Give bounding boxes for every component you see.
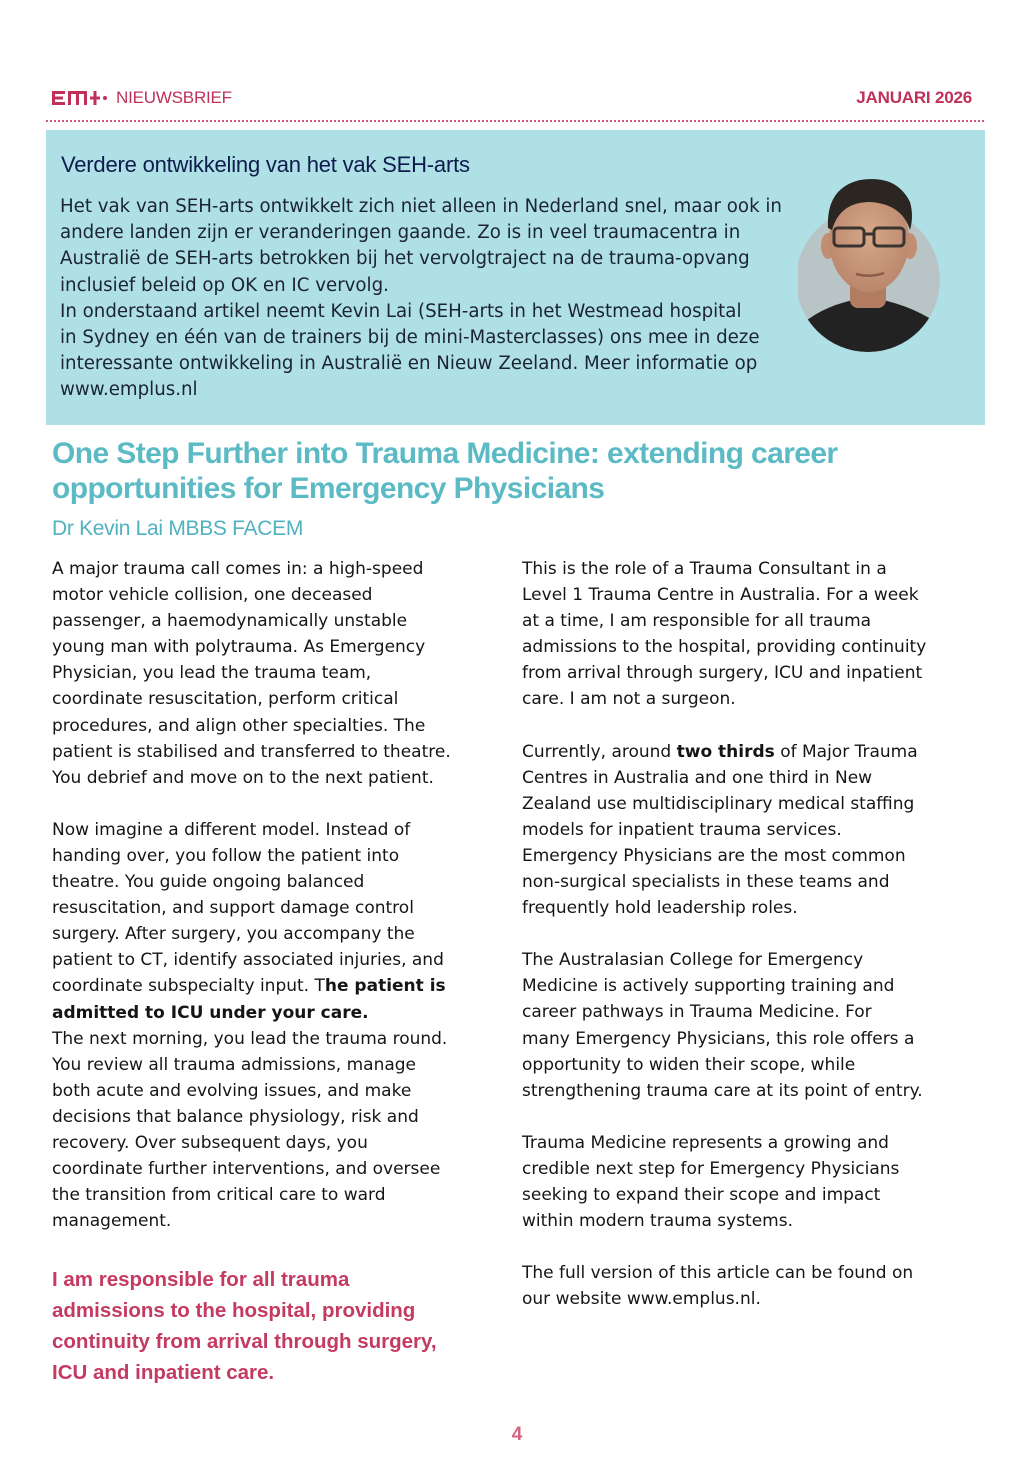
text-run: coordinate subspecialty input. T	[52, 976, 325, 997]
text-line: Physician, you lead the trauma team,	[52, 663, 372, 684]
intro-link[interactable]: www.emplus.nl	[60, 379, 198, 401]
text-line: decisions that balance physiology, risk and	[52, 1106, 419, 1127]
article-left-column	[52, 556, 492, 1260]
text-line: admissions to the hospital, providing continuity	[522, 637, 927, 658]
pull-quote	[52, 1264, 472, 1388]
text-run: Currently, around	[522, 741, 677, 762]
text-line: recovery. Over subsequent days, you	[52, 1132, 368, 1153]
bold-text: admitted to ICU under your care.	[52, 1002, 369, 1023]
paragraph	[52, 556, 492, 791]
text-line: resuscitation, and support damage control	[52, 898, 414, 919]
intro-line: interessante ontwikkeling in Australië en Nieuw Zeeland. Meer informatie op	[60, 353, 758, 375]
text-line: care. I am not a surgeon.	[522, 689, 736, 710]
paragraph	[522, 739, 952, 922]
emplus-logo-icon	[52, 89, 108, 107]
text-run: of Major Trauma	[774, 741, 918, 762]
paragraph	[522, 1130, 952, 1234]
text-line: from arrival through surgery, ICU and inpatient	[522, 663, 923, 684]
text-line: theatre. You guide ongoing balanced	[52, 872, 365, 893]
text-line: within modern trauma systems.	[522, 1211, 793, 1232]
text-line: procedures, and align other specialties. The	[52, 715, 426, 736]
text-line: credible next step for Emergency Physicians	[522, 1158, 900, 1179]
text-line: Emergency Physicians are the most common	[522, 845, 906, 866]
text-line: The Australasian College for Emergency	[522, 950, 864, 971]
brand	[52, 88, 232, 108]
newsletter-title: NIEUWSBRIEF	[116, 88, 232, 107]
website-link[interactable]: our website www.emplus.nl.	[522, 1289, 761, 1310]
text-line: the transition from critical care to ward	[52, 1185, 386, 1206]
text-line: patient to CT, identify associated injuries, and	[52, 950, 444, 971]
paragraph	[522, 947, 952, 1104]
text-line: You review all trauma admissions, manage	[52, 1054, 417, 1075]
pull-quote-line: continuity from arrival through surgery,	[52, 1330, 437, 1353]
text-line: Now imagine a different model. Instead of	[52, 819, 411, 840]
pull-quote-line: I am responsible for all trauma	[52, 1268, 350, 1291]
text-line: handing over, you follow the patient into	[52, 845, 400, 866]
paragraph	[52, 1026, 492, 1235]
paragraph	[522, 556, 952, 713]
text-line: many Emergency Physicians, this role offers a	[522, 1028, 915, 1049]
text-line: patient is stabilised and transferred to theatre.	[52, 741, 451, 762]
text-line: passenger, a haemodynamically unstable	[52, 611, 408, 632]
intro-line: andere landen zijn er veranderingen gaande. Zo is in veel traumacentra in	[60, 222, 741, 244]
text-line: career pathways in Trauma Medicine. For	[522, 1002, 872, 1023]
text-line: young man with polytrauma. As Emergency	[52, 637, 426, 658]
text-line: non-surgical specialists in these teams and	[522, 872, 890, 893]
intro-line: In onderstaand artikel neemt Kevin Lai (SEH-arts in het Westmead hospital	[60, 300, 742, 322]
page-number: 4	[511, 1424, 523, 1445]
text-line: Medicine is actively supporting training and	[522, 976, 895, 997]
text-line: frequently hold leadership roles.	[522, 898, 798, 919]
newsletter-header	[52, 86, 972, 110]
text-line: Level 1 Trauma Centre in Australia. For a week	[522, 585, 919, 606]
intro-line: Australië de SEH-arts betrokken bij het vervolgtraject na de trauma-opvang	[60, 248, 750, 270]
text-line: strengthening trauma care at its point of entry.	[522, 1080, 923, 1101]
text-line: A major trauma call comes in: a high-speed	[52, 559, 424, 579]
pull-quote-line: admissions to the hospital, providing	[52, 1299, 416, 1322]
paragraph	[522, 1260, 952, 1312]
text-line: opportunity to widen their scope, while	[522, 1054, 856, 1075]
text-line: Centres in Australia and one third in New	[522, 767, 873, 788]
intro-line: Het vak van SEH-arts ontwikkelt zich niet alleen in Nederland snel, maar ook in	[60, 196, 782, 217]
text-line: Zealand use multidisciplinary medical staffing	[522, 793, 915, 814]
text-line: The next morning, you lead the trauma round.	[52, 1028, 448, 1049]
bold-text: two thirds	[676, 741, 775, 762]
article-right-column	[522, 556, 952, 1338]
text-line	[522, 739, 952, 765]
intro-title: Verdere ontwikkeling van het vak SEH-arts	[61, 152, 470, 177]
text-line	[52, 973, 492, 999]
text-line: models for inpatient trauma services.	[522, 819, 842, 840]
text-line: coordinate further interventions, and oversee	[52, 1159, 441, 1180]
text-line: both acute and evolving issues, and make	[52, 1080, 412, 1101]
text-line: Trauma Medicine represents a growing and	[522, 1132, 889, 1153]
article-author: Dr Kevin Lai MBBS FACEM	[52, 517, 304, 540]
pull-quote-line: ICU and inpatient care.	[52, 1361, 275, 1384]
bold-text: he patient is	[324, 976, 446, 997]
header-divider	[46, 120, 984, 122]
intro-line: inclusief beleid op OK en IC vervolg.	[60, 274, 389, 296]
text-line: The full version of this article can be found on	[522, 1263, 914, 1284]
text-line: coordinate resuscitation, perform critical	[52, 689, 399, 710]
author-portrait	[798, 168, 944, 356]
paragraph	[52, 817, 492, 1026]
text-line: This is the role of a Trauma Consultant in a	[522, 559, 887, 579]
intro-line: in Sydney en één van de trainers bij de mini-Masterclasses) ons mee in deze	[60, 327, 760, 349]
portrait-photo-icon	[798, 168, 944, 356]
text-line: seeking to expand their scope and impact	[522, 1184, 881, 1205]
issue-date: JANUARI 2026	[856, 88, 972, 107]
text-line: motor vehicle collision, one deceased	[52, 585, 373, 606]
article-title: One Step Further into Trauma Medicine: extending career opportunities for Emergency Physicians	[52, 437, 838, 505]
text-line	[52, 1000, 492, 1026]
text-line: at a time, I am responsible for all trauma	[522, 611, 872, 632]
intro-box	[46, 130, 985, 425]
text-line: You debrief and move on to the next patient.	[52, 767, 434, 788]
intro-text	[60, 194, 820, 404]
text-line: surgery. After surgery, you accompany the	[52, 924, 415, 945]
text-line: management.	[52, 1211, 172, 1232]
